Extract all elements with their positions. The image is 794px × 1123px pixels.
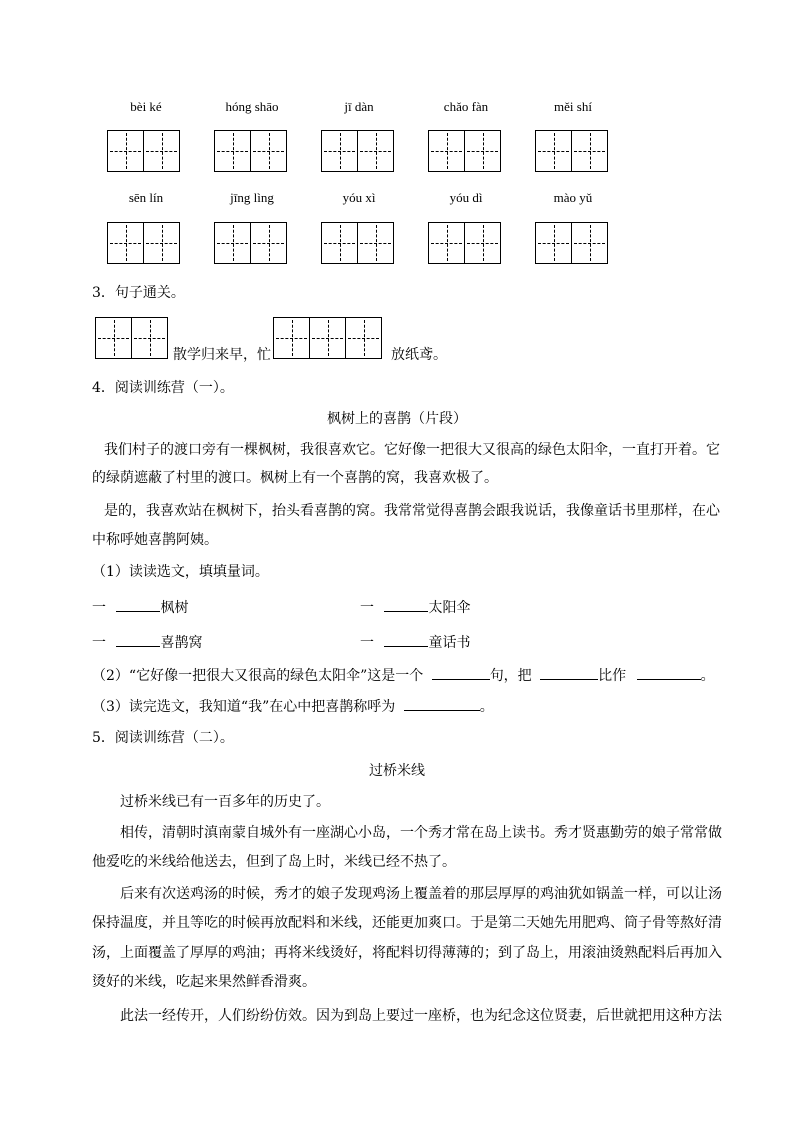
fill-item	[360, 597, 470, 618]
tianzige-box[interactable]	[107, 222, 180, 264]
fill-item	[360, 632, 470, 653]
answer-blank[interactable]	[540, 665, 598, 680]
tianzige-box[interactable]	[321, 130, 394, 172]
passage-title: 过桥米线	[369, 763, 425, 779]
sentence-text: 散学归来早，忙	[173, 347, 271, 363]
answer-blank[interactable]	[384, 632, 428, 647]
pinyin-label: sēn lín	[128, 190, 164, 205]
paragraph-line: 他爱吃的米线给他送去，但到了岛上时，米线已经不热了。	[92, 854, 456, 870]
tianzige-box[interactable]	[321, 222, 394, 264]
tianzige-box[interactable]	[535, 130, 608, 172]
tianzige-box[interactable]	[214, 222, 287, 264]
subquestion-3	[92, 696, 494, 717]
tianzige-box[interactable]	[107, 130, 180, 172]
paragraph-line: 烫好的米线，吃起来果然鲜香滑爽。	[92, 974, 316, 990]
answer-blank[interactable]	[432, 665, 490, 680]
measure-word-target: 喜鹊窝	[160, 635, 203, 651]
sentence-text: 放纸鸢。	[391, 347, 447, 363]
pinyin-label: hóng shāo	[225, 99, 279, 114]
paragraph-line: 此法一经传开，人们纷纷仿效。因为到岛上要过一座桥，也为纪念这位贤妻，后世就把用这种方法	[120, 1008, 722, 1024]
pinyin-label: měi shí	[554, 99, 592, 114]
subquestion-2-text: 句，把	[489, 668, 532, 684]
question-3-label: 3．句子通关。	[92, 285, 185, 301]
tianzige-box[interactable]	[273, 317, 382, 359]
passage-title: 枫树上的喜鹊（片段）	[327, 411, 467, 427]
tianzige-box[interactable]	[428, 222, 501, 264]
pinyin-label: jī dàn	[344, 99, 374, 114]
subquestion-2-text: （2）“它好像一把很大又很高的绿色太阳伞”这是一个	[92, 668, 424, 684]
yi-text: 一	[92, 635, 106, 651]
fill-item	[92, 632, 202, 653]
paragraph-line: 后来有次送鸡汤的时候，秀才的娘子发现鸡汤上覆盖着的那层厚厚的鸡油犹如锅盖一样，可以让汤	[120, 886, 722, 902]
paragraph-line: 的绿荫遮蔽了村里的渡口。枫树上有一个喜鹊的窝，我喜欢极了。	[92, 470, 498, 486]
measure-word-target: 太阳伞	[428, 600, 471, 616]
fill-item	[92, 597, 188, 618]
subquestion-1: （1）读读选文，填填量词。	[92, 564, 269, 580]
tianzige-box[interactable]	[535, 222, 608, 264]
answer-blank[interactable]	[116, 597, 160, 612]
yi-text: 一	[360, 600, 374, 616]
subquestion-2-text: 比作	[598, 668, 627, 684]
paragraph-line: 过桥米线已有一百多年的历史了。	[120, 794, 330, 810]
subquestion-3-text: （3）读完选文，我知道“我”在心中把喜鹊称呼为	[92, 699, 396, 715]
tianzige-box[interactable]	[95, 317, 168, 359]
subquestion-3-text: 。	[479, 699, 494, 715]
measure-word-target: 枫树	[160, 600, 189, 616]
question-5-label: 5．阅读训练营（二）。	[92, 730, 234, 746]
answer-blank[interactable]	[637, 665, 701, 680]
paragraph-line: 相传，清朝时滇南蒙自城外有一座湖心小岛，一个秀才常在岛上读书。秀才贤惠勤劳的娘子常常做	[120, 825, 722, 841]
tianzige-box[interactable]	[428, 130, 501, 172]
pinyin-label: chǎo fàn	[443, 99, 489, 114]
pinyin-label: yóu xì	[342, 190, 376, 205]
paragraph-line: 是的，我喜欢站在枫树下，抬头看喜鹊的窝。我常常觉得喜鹊会跟我说话，我像童话书里那样，在心	[104, 503, 720, 519]
yi-text: 一	[360, 635, 374, 651]
subquestion-2-text: 。	[700, 668, 715, 684]
paragraph-line: 我们村子的渡口旁有一棵枫树，我很喜欢它。它好像一把很大又很高的绿色太阳伞，一直打开着。它	[104, 442, 720, 458]
measure-word-target: 童话书	[428, 635, 471, 651]
paragraph-line: 汤，上面覆盖了厚厚的鸡油；再将米线烫好，将配料切得薄薄的；到了岛上，用滚油烫熟配料后再加入	[92, 945, 722, 961]
pinyin-label: yóu dì	[449, 190, 483, 205]
question-4-label: 4．阅读训练营（一）。	[92, 380, 234, 396]
tianzige-box[interactable]	[214, 130, 287, 172]
subquestion-2	[92, 665, 715, 686]
answer-blank[interactable]	[116, 632, 160, 647]
pinyin-label: mào yǔ	[553, 190, 593, 205]
yi-text: 一	[92, 600, 106, 616]
answer-blank[interactable]	[384, 597, 428, 612]
paragraph-line: 保持温度，并且等吃的时候再放配料和米线，还能更加爽口。于是第二天她先用肥鸡、筒子骨等熬好清	[92, 915, 722, 931]
pinyin-label: jīng lìng	[230, 190, 274, 205]
paragraph-line: 中称呼她喜鹊阿姨。	[92, 532, 218, 548]
answer-blank[interactable]	[404, 696, 480, 711]
pinyin-label: bèi ké	[130, 99, 162, 114]
